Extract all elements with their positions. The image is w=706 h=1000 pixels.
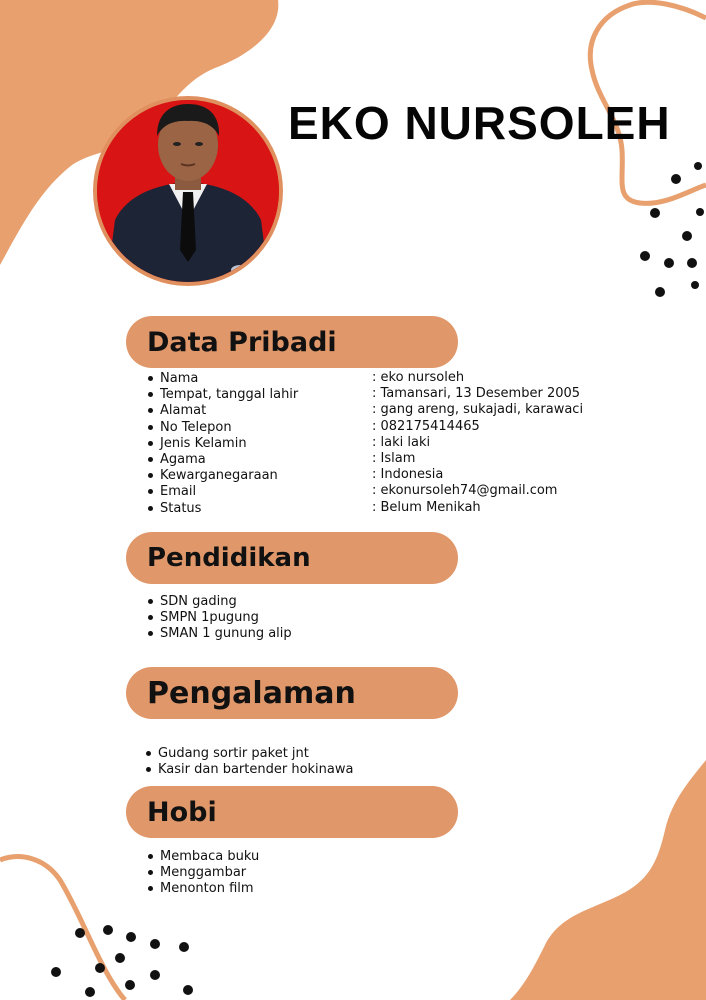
- list-item: Tempat, tanggal lahir: [144, 387, 298, 403]
- list-item: Gudang sortir paket jnt: [142, 746, 353, 762]
- section-header-data-pribadi: Data Pribadi: [126, 316, 458, 368]
- personal-data-labels: [144, 371, 298, 517]
- list-item: Agama: [144, 452, 298, 468]
- section-header-pengalaman: Pengalaman: [126, 667, 458, 719]
- list-item: Status: [144, 501, 298, 517]
- list-item: Email: [144, 484, 298, 500]
- field-value: : Tamansari, 13 Desember 2005: [372, 386, 581, 402]
- list-item: Nama: [144, 371, 298, 387]
- list-item: Membaca buku: [144, 849, 259, 865]
- bottom-right-blob: [510, 760, 706, 1000]
- field-value: : laki laki: [372, 434, 431, 450]
- field-value: : Belum Menikah: [372, 499, 481, 515]
- list-item: SDN gading: [144, 594, 292, 610]
- list-item: Kasir dan bartender hokinawa: [142, 762, 353, 778]
- list-item: SMAN 1 gunung alip: [144, 626, 292, 642]
- person-portrait-icon: [97, 100, 279, 282]
- profile-photo: [93, 96, 283, 286]
- section-header-hobi: Hobi: [126, 786, 458, 838]
- education-list: [144, 594, 292, 643]
- field-value: : 082175414465: [372, 418, 480, 434]
- list-item: Jenis Kelamin: [144, 436, 298, 452]
- person-name: EKO NURSOLEH: [288, 97, 671, 149]
- field-value: : ekonursoleh74@gmail.com: [372, 483, 558, 499]
- field-value: : eko nursoleh: [372, 370, 465, 385]
- field-value: : Islam: [372, 451, 416, 467]
- hobby-list: [144, 849, 259, 898]
- list-item: Menonton film: [144, 881, 259, 897]
- dots-bottom-left: [51, 925, 193, 997]
- field-value: : Indonesia: [372, 467, 444, 483]
- list-item: SMPN 1pugung: [144, 610, 292, 626]
- experience-list: [142, 746, 353, 778]
- dots-top-right: [640, 162, 704, 297]
- field-value: : gang areng, sukajadi, karawaci: [372, 402, 584, 418]
- list-item: Kewarganegaraan: [144, 468, 298, 484]
- section-header-pendidikan: Pendidikan: [126, 532, 458, 584]
- list-item: Alamat: [144, 403, 298, 419]
- personal-data-values: [372, 370, 583, 516]
- list-item: Menggambar: [144, 865, 259, 881]
- list-item: No Telepon: [144, 420, 298, 436]
